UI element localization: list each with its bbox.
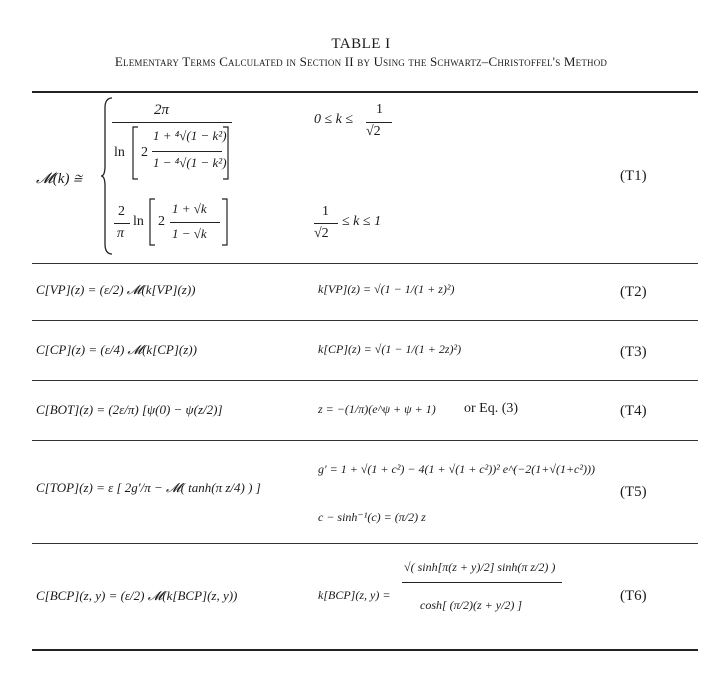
table-caption-label: TABLE I [331, 36, 391, 52]
t1-case1-cond-num: 1 [376, 102, 383, 117]
t6-rhs-lhs: k[BCP](z, y) = [318, 588, 391, 602]
t4-rhs-extra: or Eq. (3) [464, 401, 519, 416]
table-caption-title: Elementary Terms Calculated in Section II by Using the Schwartz–Christoffel's Method [114, 54, 608, 69]
t1-case2-two: 2 [158, 214, 165, 229]
t1-case2-cond-num: 1 [322, 204, 329, 219]
t1-lhs: 𝓜(k) ≅ [36, 171, 82, 187]
t6-rhs-fraction-bar [402, 582, 562, 583]
t1-case1-cond-den: √2 [366, 124, 381, 139]
rule-2 [32, 320, 698, 321]
t1-case2-coef-bar [114, 223, 130, 224]
t1-case2-coef-num: 2 [118, 204, 125, 219]
t1-case1-left-bracket [131, 126, 139, 180]
t1-equation-tag: (T1) [620, 168, 647, 184]
t1-case2-right-bracket [221, 198, 229, 246]
t1-case1-inner-num: 1 + ⁴√(1 − k²) [153, 128, 227, 143]
rule-3 [32, 380, 698, 381]
rule-1 [32, 263, 698, 264]
t5-equation-tag: (T5) [620, 484, 647, 500]
t5-rhs-line2: c − sinh⁻¹(c) = (π/2) z [318, 510, 426, 524]
t2-equation-tag: (T2) [620, 284, 647, 300]
t1-case1-inner-den: 1 − ⁴√(1 − k²) [153, 155, 227, 170]
t3-equation-tag: (T3) [620, 344, 647, 360]
t1-case1-fraction-bar [112, 122, 232, 123]
rule-top [32, 91, 698, 93]
t1-case2-condition: ≤ k ≤ 1 [342, 214, 382, 229]
t1-case1-two: 2 [141, 145, 148, 160]
t5-lhs: C[TOP](z) = ε [ 2g′/π − 𝓜( tanh(π z/4) ) ] [36, 480, 261, 495]
t1-case2-cond-den: √2 [314, 226, 329, 241]
t2-rhs: k[VP](z) = √(1 − 1/(1 + z)²) [318, 282, 455, 296]
t2-lhs: C[VP](z) = (ε/2) 𝓜(k[VP](z)) [36, 282, 196, 297]
t3-rhs: k[CP](z) = √(1 − 1/(1 + 2z)²) [318, 342, 462, 356]
t1-case2-inner-num: 1 + √k [172, 201, 207, 216]
t1-case1-inner-bar [152, 151, 222, 152]
t4-lhs: C[BOT](z) = (2ε/π) [ψ(0) − ψ(z/2)] [36, 402, 223, 417]
t4-rhs: z = −(1/π)(e^ψ + ψ + 1) [318, 402, 436, 416]
t6-rhs-denominator: cosh[ (π/2)(z + y/2) ] [420, 598, 523, 612]
t6-lhs: C[BCP](z, y) = (ε/2) 𝓜(k[BCP](z, y)) [36, 588, 238, 603]
rule-bottom [32, 649, 698, 651]
t6-equation-tag: (T6) [620, 588, 647, 604]
t5-rhs: g′ = 1 + √(1 + c²) − 4(1 + √(1 + c²))² e^(−2(1+√(1+c²))) [318, 462, 595, 476]
rule-5 [32, 543, 698, 544]
t1-case2-cond-bar [314, 223, 338, 224]
t1-case1-condition: 0 ≤ k ≤ [314, 112, 354, 127]
t1-case2-left-bracket [148, 198, 156, 246]
t1-case1-cond-bar [366, 122, 392, 123]
t3-lhs: C[CP](z) = (ε/4) 𝓜(k[CP](z)) [36, 342, 197, 357]
rule-4 [32, 440, 698, 441]
t1-case2-inner-bar [170, 222, 220, 223]
t1-case1-ln: ln [114, 145, 125, 160]
t6-rhs-numerator: √( sinh[π(z + y)/2] sinh(π z/2) ) [404, 560, 556, 574]
t1-case2-coef-den: π [117, 226, 125, 241]
t1-left-brace [100, 96, 114, 256]
t1-case2-inner-den: 1 − √k [172, 226, 207, 241]
t1-case2-ln: ln [133, 214, 144, 229]
t1-case1-numerator: 2π [154, 102, 170, 118]
t1-case1-right-bracket [222, 126, 230, 180]
t4-equation-tag: (T4) [620, 403, 647, 419]
